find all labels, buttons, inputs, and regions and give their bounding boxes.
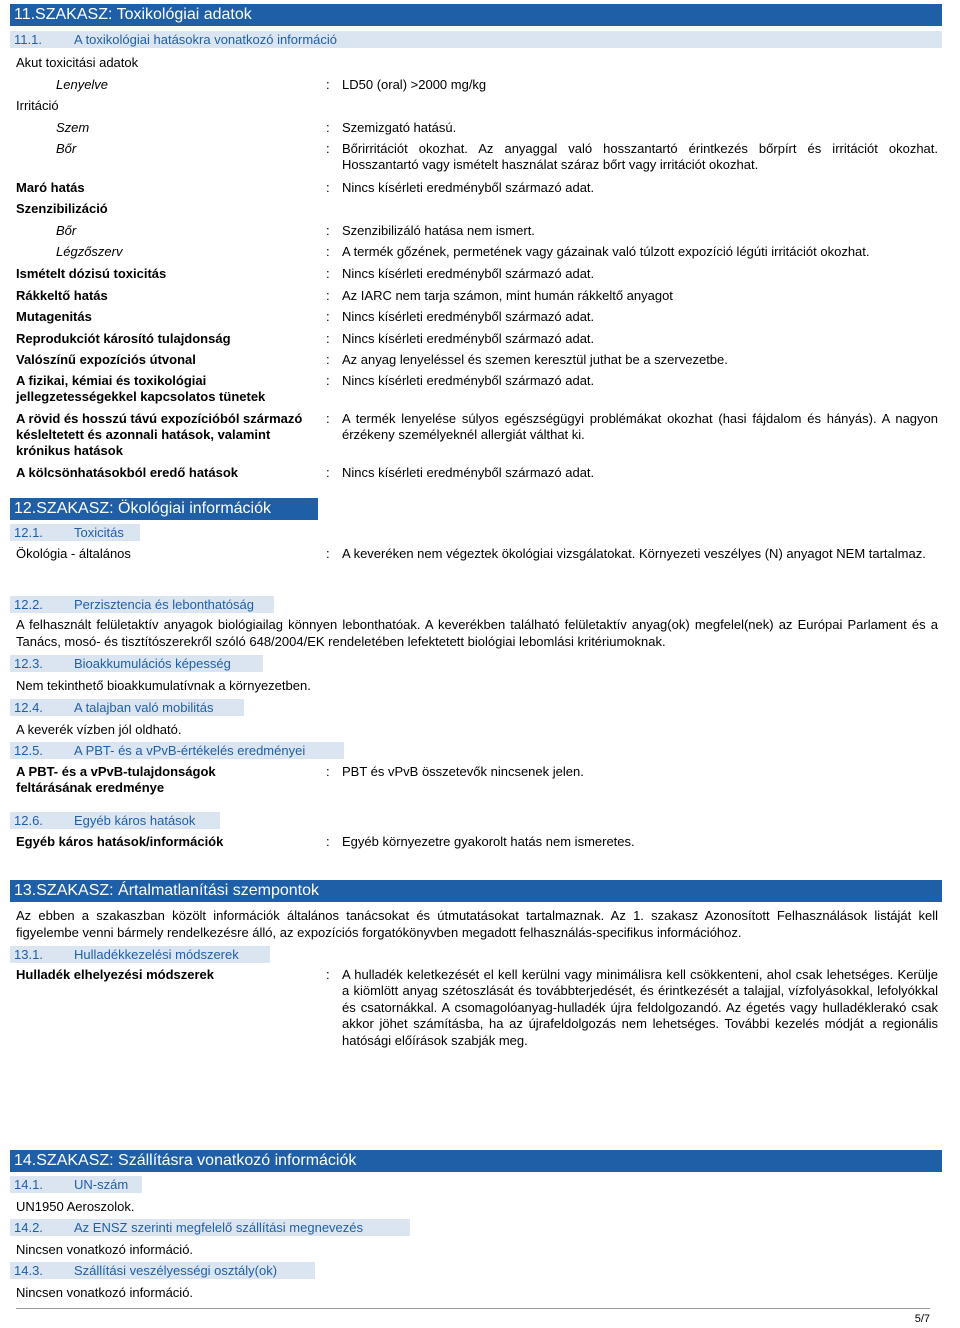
colon: : [326,764,330,779]
subsection-title: Szállítási veszélyességi osztály(ok) [74,1263,278,1278]
colon: : [326,120,330,135]
ismetelt-value: Nincs kísérleti eredményből származó adat. [342,266,595,281]
bioaccumulation-text: Nem tekinthető bioakkumulatívnak a környezetben. [16,678,311,693]
colon: : [326,352,330,367]
szenz-bor-label: Bőr [56,223,77,238]
colon: : [326,411,330,426]
acute-toxicity-heading: Akut toxicitási adatok [16,55,139,70]
section-14-header: 14.SZAKASZ: Szállításra vonatkozó információk [10,1150,942,1172]
subsection-title: A toxikológiai hatásokra vonatkozó információ [74,32,338,47]
subsection-14-1-header [10,1176,142,1193]
colon: : [326,309,330,324]
mutagen-label: Mutagenitás [16,309,92,324]
subsection-title: Egyéb káros hatások [74,813,196,828]
rakkelto-label: Rákkeltő hatás [16,288,108,303]
subsection-number: 12.6. [14,813,43,828]
colon: : [326,967,330,982]
subsection-number: 14.1. [14,1177,43,1192]
szenz-bor-value: Szenzibilizáló hatása nem ismert. [342,223,535,238]
szem-label: Szem [56,120,90,135]
subsection-number: 12.2. [14,597,43,612]
subsection-12-2-header [10,596,274,613]
lenyelve-label: Lenyelve [56,77,109,92]
rakkelto-value: Az IARC nem tarja számon, mint humán rákkeltő anyagot [342,288,673,303]
subsection-14-2-header [10,1219,410,1236]
shipping-name-text: Nincsen vonatkozó információ. [16,1242,194,1257]
subsection-number: 12.3. [14,656,43,671]
egyeb-value: Egyéb környezetre gyakorolt hatás nem ismeretes. [342,834,635,849]
disposal-intro-text: Az ebben a szakaszban közölt információk általános tanácsokat és útmutatásokat tartalmaznak. Az 1. szakasz Azonosított Felhasználások listáját kell figyelembe venni bármely rendelkezésre álló, az expozíciós forgatókönyvben megadott felhasználás-specifikus információhoz. [16,908,938,940]
subsection-number: 12.1. [14,525,43,540]
irritacio-heading: Irritáció [16,98,59,113]
un-number-text: UN1950 Aeroszolok. [16,1199,135,1214]
ismetelt-label: Ismételt dózisú toxicitás [16,266,167,281]
colon: : [326,266,330,281]
subsection-12-6-header [10,812,220,829]
pbt-value: PBT és vPvB összetevők nincsenek jelen. [342,764,584,779]
subsection-13-1-header [10,946,270,963]
okologia-label: Ökológia - általános [16,546,131,561]
maro-label: Maró hatás [16,180,85,195]
subsection-12-5-header [10,742,344,759]
bor-label: Bőr [56,141,77,156]
colon: : [326,331,330,346]
subsection-number: 13.1. [14,947,43,962]
pbt-label: A PBT- és a vPvB-tulajdonságok feltárásának eredménye [16,764,216,795]
subsection-title: Az ENSZ szerinti megfelelő szállítási megnevezés [74,1220,364,1235]
subsection-12-3-header [10,655,263,672]
mobility-text: A keverék vízben jól oldható. [16,722,182,737]
colon: : [326,244,330,259]
okologia-value: A keveréken nem végeztek ökológiai vizsgálatokat. Környezeti veszélyes (N) anyagot NEM tartalmaz. [342,546,926,561]
subsection-title: Bioakkumulációs képesség [74,656,231,671]
maro-value: Nincs kísérleti eredményből származó adat. [342,180,595,195]
colon: : [326,373,330,388]
rovid-value: A termék lenyelése súlyos egészségügyi problémákat okozhat (hasi fájdalom és hányás). A nagyon érzékeny személyeknél allergiát válthat ki. [342,411,938,442]
colon: : [326,180,330,195]
subsection-title: UN-szám [74,1177,129,1192]
rovid-label: A rövid és hosszú távú expozícióból származó késleltetett és azonnali hatások, valamint krónikus hatások [16,411,303,458]
subsection-title: Hulladékkezelési módszerek [74,947,239,962]
valoszinu-value: Az anyag lenyeléssel és szemen keresztül juthat be a szervezetbe. [342,352,728,367]
colon: : [326,465,330,480]
subsection-number: 11.1. [14,32,42,47]
valoszinu-label: Valószínű expozíciós útvonal [16,352,196,367]
persistence-text: A felhasznált felületaktív anyagok biológiailag könnyen lebonthatóak. A keverékben található felületaktív anyag(ok) megfelel(nek) az Európai Parlament és a Tanács, mosó- és tisztítószerekről szóló 648/2004/EK rendeletében lefektetett biológiai lebomlási kritériumoknak. [16,617,938,649]
repro-label: Reprodukciót károsító tulajdonság [16,331,231,346]
subsection-12-1-header [10,524,140,541]
subsection-number: 14.2. [14,1220,43,1235]
mutagen-value: Nincs kísérleti eredményből származó adat. [342,309,595,324]
legzoszerv-value: A termék gőzének, permetének vagy gázainak való túlzott expozíció légúti irritációt okozhat. [342,244,870,259]
lenyelve-value: LD50 (oral) >2000 mg/kg [342,77,487,92]
colon: : [326,834,330,849]
colon: : [326,288,330,303]
subsection-number: 12.5. [14,743,43,758]
repro-value: Nincs kísérleti eredményből származó adat. [342,331,595,346]
subsection-title: Perzisztencia és lebonthatóság [74,597,254,612]
subsection-number: 12.4. [14,700,43,715]
subsection-title: A PBT- és a vPvB-értékelés eredményei [74,743,306,758]
colon: : [326,223,330,238]
colon: : [326,141,330,156]
fizikai-label: A fizikai, kémiai és toxikológiai jellegzetességekkel kapcsolatos tünetek [16,373,266,404]
section-12-header: 12.SZAKASZ: Ökológiai információk [10,498,318,520]
hulladek-label: Hulladék elhelyezési módszerek [16,967,214,982]
subsection-11-1-header [10,31,942,48]
szem-value: Szemizgató hatású. [342,120,457,135]
section-11-header: 11.SZAKASZ: Toxikológiai adatok [10,4,942,26]
subsection-title: Toxicitás [74,525,124,540]
szenzibilizacio-heading: Szenzibilizáció [16,201,108,216]
bor-value: Bőrirritációt okozhat. Az anyaggal való hosszantartó érintkezés bőrpírt és irritációt okozhat. Hosszantartó vagy ismételt használat száraz bőrt vagy irritációt okozhat. [342,141,938,172]
subsection-number: 14.3. [14,1263,43,1278]
fizikai-value: Nincs kísérleti eredményből származó adat. [342,373,595,388]
hulladek-value: A hulladék keletkezését el kell kerülni vagy minimálisra kell csökkenteni, ahol csak lehetséges. Kerülje a kiömlött anyag szétoszlását és továbbterjedését, és érintkezését a talajjal, vízfolyásokkal, lefolyókkal és csatornákkal. A csomagolóanyag-hulladék újra feldolgozandó. Az égetés vagy hulladéklerakó csak akkor jöhet számításba, ha az újrafeldolgozás nem lehetséges. További kezelés módját a regionális hatósági előírások szabják meg. [342,967,938,1048]
section-13-header: 13.SZAKASZ: Ártalmatlanítási szempontok [10,880,942,902]
legzoszerv-label: Légzőszerv [56,244,123,259]
page-number: 5/7 [914,1313,930,1325]
subsection-14-3-header [10,1262,315,1279]
kolcson-label: A kölcsönhatásokból eredő hatások [16,465,239,480]
hazard-class-text: Nincsen vonatkozó információ. [16,1285,194,1300]
colon: : [326,77,330,92]
egyeb-label: Egyéb káros hatások/információk [16,834,224,849]
kolcson-value: Nincs kísérleti eredményből származó adat. [342,465,595,480]
colon: : [326,546,330,561]
footer-divider [16,1308,930,1309]
subsection-title: A talajban való mobilitás [74,700,214,715]
subsection-12-4-header [10,699,244,716]
